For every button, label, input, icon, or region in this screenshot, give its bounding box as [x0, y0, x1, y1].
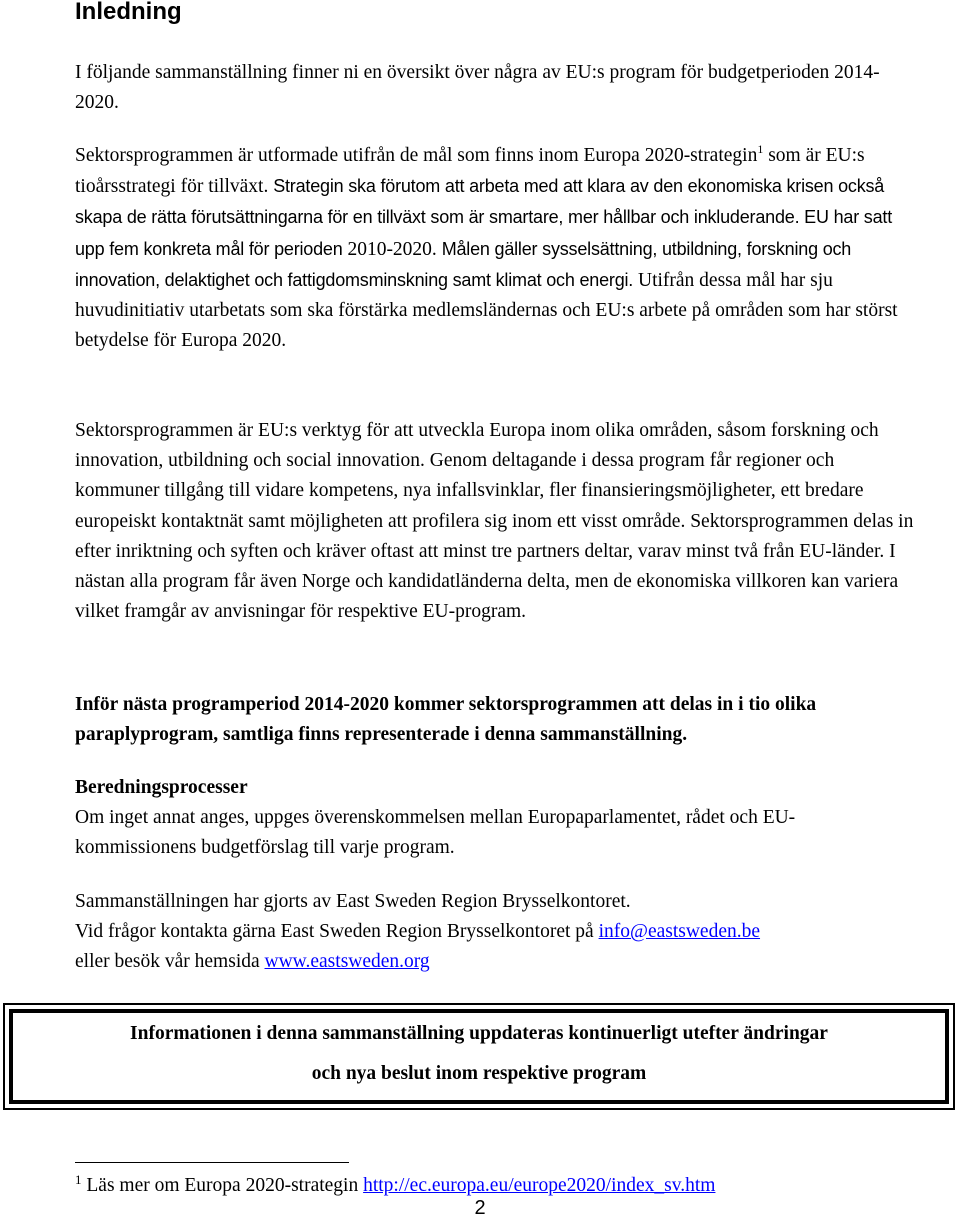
- website-link[interactable]: www.eastsweden.org: [264, 951, 430, 973]
- page-number: 2: [474, 1197, 486, 1219]
- footnote-reference[interactable]: 1: [757, 142, 764, 156]
- footnote: [75, 1174, 715, 1198]
- contact-section: [75, 887, 915, 978]
- footnote-text: Läs mer om Europa 2020-strategin: [86, 1175, 359, 1196]
- strategy-text-b: som är EU:s tioårsstrategi för tillväxt.: [75, 145, 865, 198]
- email-link[interactable]: info@eastsweden.be: [598, 921, 761, 943]
- process-paragraph: Om inget annat anges, uppges överenskommelsen mellan Europaparlamentet, rådet och EU-kommissionens budgetförslag till varje program.: [75, 807, 796, 859]
- strategy-text-a: Sektorsprogrammen är utformade utifrån de mål som finns inom Europa 2020-strategin: [75, 145, 758, 166]
- strategy-text-c: Strategin ska förutom att arbeta med att klara av den ekonomiska krisen också skapa de rätta förutsättningarna för en tillväxt som är smartare, mer hållbar och inkluderande. EU har satt upp fem konkreta mål för perioden: [75, 176, 893, 259]
- contact-line-1: Sammanställningen har gjorts av East Sweden Region Brysselkontoret.: [75, 891, 631, 912]
- notice-line-1: Informationen i denna sammanställning uppdateras kontinuerligt utefter ändringar: [130, 1023, 828, 1044]
- strategy-text-f: Utifrån dessa mål har sju huvudinitiativ utarbetats som ska förstärka medlemsländernas och EU:s arbete på områden som har störst betydelse för Europa 2020.: [75, 269, 898, 352]
- period-notice-paragraph: Inför nästa programperiod 2014-2020 kommer sektorsprogrammen att delas in i tio olika paraplyprogram, samtliga finns representerade i denna sammanställning.: [75, 694, 817, 746]
- strategy-paragraph: [75, 141, 915, 356]
- intro-paragraph: I följande sammanställning finner ni en översikt över några av EU:s program för budgetperioden 2014-2020.: [75, 62, 880, 114]
- section-heading: Inledning: [75, 0, 182, 25]
- notice-line-2: och nya beslut inom respektive program: [311, 1063, 647, 1084]
- strategy-text-d: 2010-2020.: [347, 238, 437, 260]
- footnote-link[interactable]: http://ec.europa.eu/europe2020/index_sv.htm: [363, 1175, 716, 1196]
- programs-paragraph: Sektorsprogrammen är EU:s verktyg för att utveckla Europa inom olika områden, såsom forskning och innovation, utbildning och social innovation. Genom deltagande i dessa program får regioner och kommuner tillgång till vidare kompetens, nya infallsvinklar, fler finansieringsmöjligheter, ett bredare europeiskt kontaktnät samt möjligheten att profilera sig inom ett visst område. Sektorsprogrammen delas in efter inriktning och syften och kräver oftast att minst tre partners deltar, varav minst två från EU-länder. I nästan alla program får även Norge och kandidatländerna delta, men de ekonomiska villkoren kan variera vilket framgår av anvisningar för respektive EU-program.: [75, 420, 914, 623]
- notice-box: [3, 1003, 955, 1110]
- contact-line-2: Vid frågor kontakta gärna East Sweden Region Brysselkontoret på info@eastsweden.be: [75, 921, 761, 943]
- footnote-number: 1: [75, 1172, 82, 1187]
- contact-line-3: eller besök vår hemsida www.eastsweden.org: [75, 951, 430, 973]
- process-subheading: Beredningsprocesser: [75, 777, 248, 798]
- process-section: [75, 773, 915, 864]
- notice-box-inner: [9, 1009, 949, 1104]
- footnote-divider: [75, 1162, 349, 1163]
- strategy-text-e: Målen gäller sysselsättning, utbildning, forskning och innovation, delaktighet och fattigdomsminskning samt klimat och energi.: [75, 238, 852, 290]
